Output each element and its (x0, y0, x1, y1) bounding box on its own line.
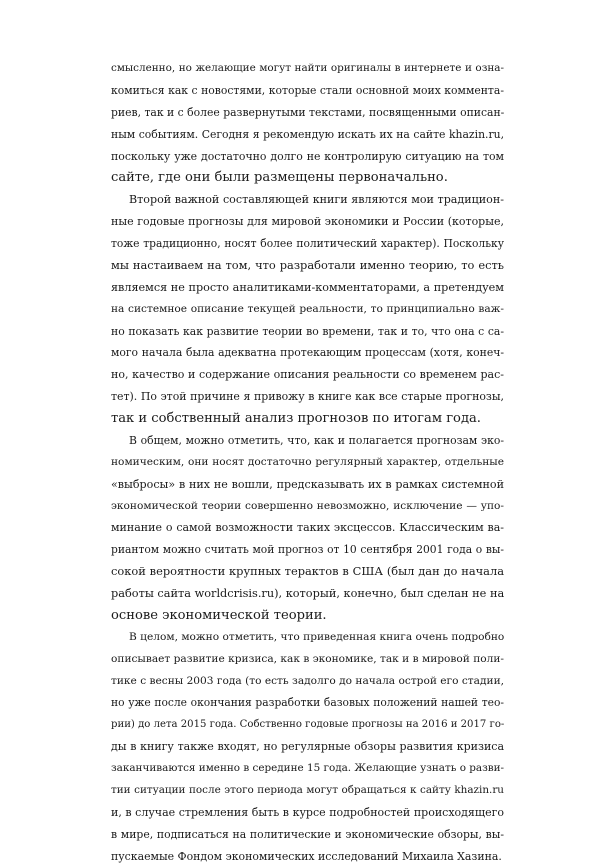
text-line: на системное описание текущей реальности, то принципиально важ- (111, 299, 504, 321)
text-line: являемся не просто аналитиками-комментаторами, а претендуем (111, 277, 504, 299)
text-line: поскольку уже достаточно долго не контролирую ситуацию на том (111, 146, 504, 168)
text-line: риантом можно считать мой прогноз от 10 сентября 2001 года о вы- (111, 539, 504, 561)
text-line: ные годовые прогнозы для мировой экономики и России (которые, (111, 211, 504, 233)
text-line: В общем, можно отметить, что, как и полагается прогнозам эко- (111, 430, 504, 452)
text-line: риев, так и с более развернутыми текстами, посвященными описан- (111, 102, 504, 124)
text-line: работы сайта worldcrisis.ru), который, конечно, был сделан не на (111, 583, 504, 605)
page-body-text (111, 58, 504, 867)
text-line: смысленно, но желающие могут найти оригиналы в интернете и озна- (111, 58, 504, 80)
text-line: и, в случае стремления быть в курсе подробностей происходящего (111, 802, 504, 824)
text-line: экономической теории совершенно невозможно, исключение — упо- (111, 496, 504, 518)
text-line: «выбросы» в них не вошли, предсказывать их в рамках системной (111, 474, 504, 496)
text-line: тии ситуации после этого периода могут обращаться к сайту khazin.ru (111, 780, 504, 802)
text-line: пускаемые Фондом экономических исследований Михаила Хазина. (111, 846, 504, 867)
text-line: основе экономической теории. (111, 605, 504, 627)
text-line: номическим, они носят достаточно регулярный характер, отдельные (111, 452, 504, 474)
text-line: ды в книгу также входят, но регулярные обзоры развития кризиса (111, 736, 504, 758)
text-line: тоже традиционно, носят более политический характер). Поскольку (111, 233, 504, 255)
paragraph (111, 189, 504, 430)
paragraph (111, 430, 504, 627)
text-line: Второй важной составляющей книги являются мои традицион- (111, 189, 504, 211)
paragraph (111, 627, 504, 867)
text-line: описывает развитие кризиса, как в экономике, так и в мировой поли- (111, 649, 504, 671)
text-line: В целом, можно отметить, что приведенная книга очень подробно (111, 627, 504, 649)
text-line: сокой вероятности крупных терактов в США (был дан до начала (111, 561, 504, 583)
text-line: заканчиваются именно в середине 15 года. Желающие узнать о разви- (111, 758, 504, 780)
text-line: мы настаиваем на том, что разработали именно теорию, то есть (111, 255, 504, 277)
text-line: тет). По этой причине я привожу в книге как все старые прогнозы, (111, 386, 504, 408)
text-line: минание о самой возможности таких эксцессов. Классическим ва- (111, 517, 504, 539)
text-line: ным событиям. Сегодня я рекомендую искать их на сайте khazin.ru, (111, 124, 504, 146)
text-line: в мире, подписаться на политические и экономические обзоры, вы- (111, 824, 504, 846)
text-line: так и собственный анализ прогнозов по итогам года. (111, 408, 504, 430)
text-line: тике с весны 2003 года (то есть задолго до начала острой его стадии, (111, 671, 504, 693)
text-line: но показать как развитие теории во времени, так и то, что она с са- (111, 321, 504, 343)
text-line: сайте, где они были размещены первоначально. (111, 167, 504, 189)
text-line: но уже после окончания разработки базовых положений нашей тео- (111, 692, 504, 714)
text-line: но, качество и содержание описания реальности со временем рас- (111, 364, 504, 386)
text-line: комиться как с новостями, которые стали основной моих коммента- (111, 80, 504, 102)
paragraph (111, 58, 504, 189)
text-line: мого начала была адекватна протекающим процессам (хотя, конеч- (111, 342, 504, 364)
text-line: рии) до лета 2015 года. Собственно годовые прогнозы на 2016 и 2017 го- (111, 714, 504, 736)
